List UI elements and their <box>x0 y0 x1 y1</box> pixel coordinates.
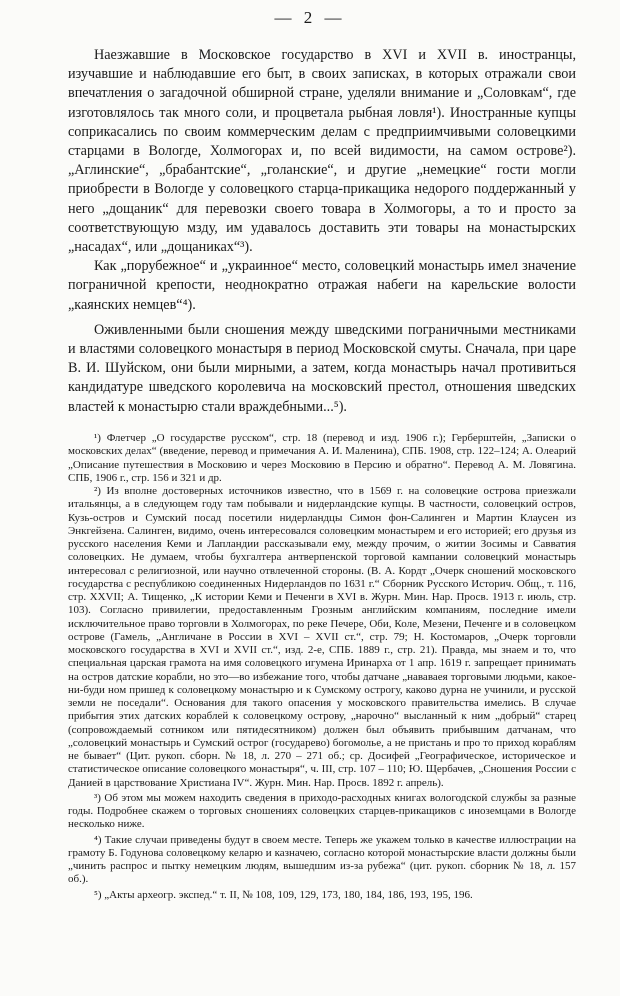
footnote-5: ⁵) „Акты археогр. экспед.“ т. II, № 108, 109, 129, 173, 180, 184, 186, 193, 195, 196. <box>94 888 473 901</box>
footnote-2: ²) Из вполне достоверных источников известно, что в 1569 г. на соловецкие острова приезжали итальянцы, а в следующем году там побывали и нидерландские купцы. В частности, соловецкий остров, Кузь-остров и Сумский посад посетили нидерландцы Симон фон-Салинген и Мартин Клаусен из Энкгейзена. Салинген, видимо, очень интересовался соловецким монастырем и его историей; его друзья из русского населения Кеми и Лапландии рассказывали ему, между прочим, о житии Зосимы и Савватия соловецких. Не думаем, чтобы бухгалтера антверпенской торговой кампании соловецкий монастырь интересовал с религиозной, или научно отвлеченной стороны. (В. А. Кордт „Очерк сношений московского государства с республикою соединенных Нидерландов по 1631 г.“ Сборник Русского Историч. Общ., т. 116, стр. XXVII; А. Тищенко, „К истории Кеми и Печенги в XVI в. Журн. Мин. Нар. Просв. 1913 г. июль, стр. 103). Согласно привилегии, предоставленным Грозным английским компаниям, последние имели исключительное право торговли в Холмогорах, по реке Печере, Оби, Коле, Мезени, Печенге и в соловецком острове (Гамель, „Англичане в России в XVI – XVII ст.“, стр. 79; Н. Костомаров, „Очерк торговли московского государства в XVI и XVII ст.“, изд. 2-е, СПБ. 1889 г., стр. 21). Правда, мы знаем и то, что специальная царская грамота на имя соловецкого игумена Иринарха от 1 апр. 1619 г. запрещает принимать на остров датские корабли, но это—во избежание того, чтобы датчане „нававаея торговыми людьми, какое-ни-буди ном пришед к соловецкому монастырю и к Сумскому острогу, каково дурна не учинили, и русской земли не поседали“. Основания для такого опасения у московского правительства имелись. В случае прибытия этих датских кораблей к соловецкому острову, „нарочно“ высланный к ним „добрый“ старец (сопровождаемый сотником или пятидесятником) должен был объявить прибывшим датчанам, что „соловецкий монастырь и Сумский острог (государево) богомолье, а не пристань и про то приход кораблям не бывает“ (Цит. рукоп. сборн. № 18, л. 270 – 271 об.; ср. Досифей „Географическое, историческое и статистическое описание соловецкого монастыря“, ч. III, стр. 107 – 110; Ю. Щербачев, „Сношения России с Данией в царствование Христиана IV“. Журн. Мин. Нар. Просв. 1892 г. апрель). <box>68 485 576 789</box>
paragraph-2: Как „порубежное“ и „украинное“ место, соловецкий монастырь имел значение пограничной крепости, неоднократно отражая набеги на карельские волости „каянских немцев“⁴). <box>68 258 576 313</box>
footnote-4: ⁴) Такие случаи приведены будут в своем месте. Теперь же укажем только в качестве иллюстрации на грамоту Б. Годунова соловецкому келарю и казначею, согласно которой монастырские власти должны были „чинить распрос и пытку немецким людям, вышедшим из-за рубежа“ (цит. рукоп. сборник № 18, л. 157 об.). <box>68 833 576 886</box>
paragraph-1: Наезжавшие в Московское государство в XVI и XVII в. иностранцы, изучавшие и наблюдавшие его быт, в своих записках, в которых отражали свои впечатления о загадочной обширной стране, уделяли внимание и „Соловкам“, где изготовлялось так много соли, и процветала рыбная ловля¹). Иностранные купцы соприкасались по своим коммерческим делам с предприимчивыми соловецкими старцами в Вологде, Холмогорах и, по всей видимости, на самом острове²). „Аглинские“, „брабантские“, „голанские“, и другие „немецкие“ гости могли приобрести в Вологде у соловецкого старца-прикащика недорого поддержанный у него „дощаник“ для перевозки своего товара в Холмогоры, а то и просто за соответствующую мзду, им удавалось доставить эти товары на монастырских „насадах“, или „дощаниках“³). <box>68 47 576 256</box>
footnotes <box>68 432 576 902</box>
paragraph-3: Оживленными были сношения между шведскими пограничными местниками и властями соловецкого монастыря в период Московской смуты. Сначала, при царе В. И. Шуйском, они были мирными, а затем, когда монастырь начал противиться кандидатуре шведского королевича на московский престол, отношения шведских властей к монастырю стали враждебными...⁵). <box>68 321 576 415</box>
main-text <box>68 46 576 417</box>
footnote-1: ¹) Флетчер „О государстве русском“, стр. 18 (перевод и изд. 1906 г.); Герберштейн, „Записки о московских делах“ (введение, перевод и примечания А. И. Маленина), СПБ. 1908, стр. 122–124; А. Олеарий „Описание путешествия в Московию и через Московию в Персию и обратно“. Перевод А. М. Ловягина. СПБ, 1906 г., стр. 156 и 321 и др. <box>68 432 576 484</box>
footnote-3: ³) Об этом мы можем находить сведения в приходо-расходных книгах вологодской службы за разные годы. Подробнее скажем о торговых сношениях соловецких старцев-прикащиков с иноземцами в Вологде несколько ниже. <box>68 791 576 831</box>
page-number: — 2 — <box>274 8 346 27</box>
